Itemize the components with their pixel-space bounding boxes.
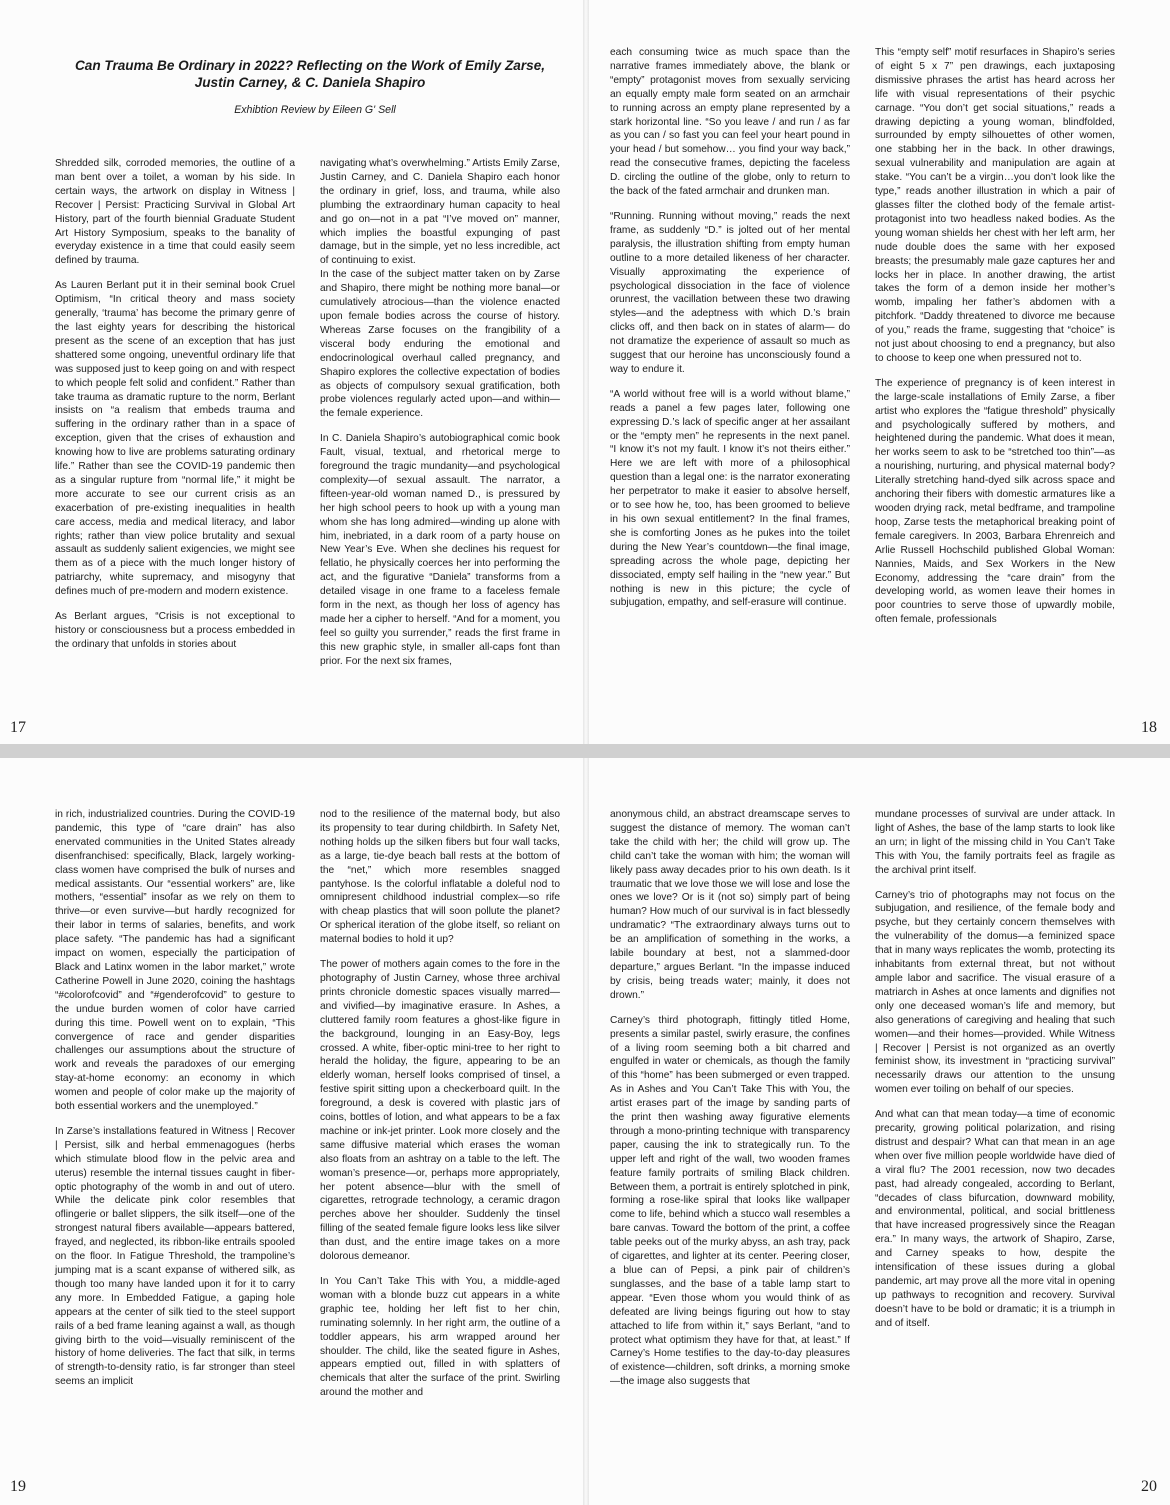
spread-pages-19-20 [0, 758, 1170, 1505]
paragraph: In You Can’t Take This with You, a middle-aged woman with a blonde buzz cut appears in a white graphic tee, holding her left fist to her chin, ruminating solemnly. In her right arm, the outline of a toddler appears, his arm wrapped around her shoulder. The child, like the seated figure in Ashes, appears emptied out, filled in with splatters of chemicals that alter the surface of the print. Swirling around the mother and [320, 1276, 560, 1399]
column-page19-right [320, 808, 560, 1411]
page-number: 17 [10, 719, 26, 736]
column-page20-left [610, 808, 850, 1400]
paragraph: As Lauren Berlant put it in their seminal book Cruel Optimism, “In critical theory and mass society generally, ‘trauma’ has become the primary genre of the last eighty years for describing the historical present as the scene of an exception that has just shattered some ongoing, uneventful ordinary life that was supposed just to keep going on and with respect to which people felt solid and confident.” Rather than take trauma as dramatic rupture to the norm, Berlant insists on “a realism that embeds trauma and suffering in the ordinary rather than in a space of exception, given that the crises of exhaustion and knowing how to live are problems saturating ordinary life.” Rather than see the COVID-19 pandemic then as a singular rupture from “normal life,” it might be more accurate to see our current crisis as an exacerbation of pre-existing inequalities in health care access, media and medical literacy, and labor rights; rather than view police brutality and sexual assault as suddenly salient exigencies, we might see them as of a piece with the much longer history of patriarchy, white supremacy, and misogyny that defines much of pre-modern and modern existence. [55, 280, 295, 598]
column-page17-left [55, 157, 295, 663]
paragraph: “A world without free will is a world without blame,” reads a panel a few pages later, following one expressing D.’s lack of specific anger at her assailant or the “empty men” he represents in the next panel. “I know it’s not my fault. I know it’s not theirs either.” Here we are left with more of a philosophical question than a legal one: is the narrator exonerating her perpetrator to make it easier to absolve herself, or to see how he, too, has been groomed to believe in his own sexual entitlement? In the final frames, she is comforting Jones as he pukes into the toilet during the New Year’s countdown—the final image, spreading across the whole page, depicting her dissociated, empty self hailing in the “new year.” But nothing is new in this picture; the cycle of subjugation, empathy, and self-erasure will continue. [610, 388, 850, 609]
column-page18-right [875, 46, 1115, 638]
paragraph: And what can that mean today—a time of economic precarity, growing political polarization, and rising distrust and despair? What can that mean in an age when over five million people worldwide have died of a viral flu? The 2001 recession, now two decades past, had already congealed, according to Berlant, “decades of class bifurcation, downward mobility, and environmental, political, and social brittleness that have increased progressively since the Reagan era.” In many ways, the artwork of Shapiro, Zarse, and Carney speaks to how, despite the intensification of these issues during a global pandemic, art may prove all the more vital in opening up pathways to recognition and recovery. Survival doesn’t have to be bold or dramatic; it is a triumph in and of itself. [875, 1109, 1115, 1329]
page-number: 18 [1141, 719, 1157, 736]
column-page20-right [875, 808, 1115, 1342]
column-page17-right [320, 157, 560, 680]
paragraph: anonymous child, an abstract dreamscape serves to suggest the distance of memory. The woman can’t take the child with her; the child will grow up. The child can’t take the woman with him; the woman will likely pass away decades prior to his own death. Is it traumatic that we love those we will lose and lose the ones we love? Or is it (not so) simply part of being human? How much of our survival is in fact blessedly undramatic? “The extraordinary always turns out to be an amplification of something in the works, a labile boundary at best, not a slammed-door departure,” argues Berlant. “In the impasse induced by crisis, being treads water; mainly, it does not drown.” [610, 809, 850, 1001]
page-number: 20 [1141, 1478, 1157, 1495]
paragraph: in rich, industrialized countries. During the COVID-19 pandemic, this type of “care drain” has also enervated communities in the United States already disenfranchised: specifically, Black, largely working-class women have comprised the bulk of nurses and medical assistants. Our “essential workers” are, like mothers, “essential” insofar as we rely on them to thrive—or even survive—but hardly recognized for their labor in terms of salaries, benefits, and work place safety. “The pandemic has had a significant impact on women, especially the participation of Black and Latinx women in the labor market,” wrote Catherine Powell in June 2020, coining the hashtags “#colorofcovid” and “#genderofcovid” to gesture to the undue burden women of color have carried during this time. Powell went on to explain, “This convergence of race and gender disparities challenges our assumptions about the structure of work and reveals the paradoxes of our emerging stay-at-home economy: an economy in which women and people of color make up the majority of both essential workers and the unemployed.” [55, 809, 295, 1113]
paragraph: nod to the resilience of the maternal body, but also its propensity to tear during childbirth. In Safety Net, nothing holds up the silken fibers but four wall tacks, as a large, tie-dye beach ball rests at the bottom of the “net,” which more resembles snagged pantyhose. Is the colorful inflatable a doleful nod to omnipresent childhood industrial complex—so rife with cheap plastics that will soon pollute the planet? Or spherical iteration of the globe itself, so reliant on maternal bodies to hold it up? [320, 809, 560, 946]
column-page19-left [55, 808, 295, 1400]
paragraph: The power of mothers again comes to the fore in the photography of Justin Carney, whose three archival prints chronicle domestic spaces visually marred—and vivified—by imaginative erasure. In Ashes, a cluttered family room features a ghost-like figure in the background, lounging in an Easy-Boy, legs crossed. A white, fiber-optic mini-tree to her right to herald the holiday, the figure, appearing to be an elderly woman, herself looks comprised of tinsel, a festive spirit sitting upon a checkerboard quilt. In the foreground, a desk is covered with plastic jars of coins, bottles of lotion, and what appears to be a fax machine or ink-jet printer. Look more closely and the same diffusive material which erases the woman also floats from an ashtray on a table to the left. The woman’s presence—or, perhaps more appropriately, her potent absence—blur with the smell of cigarettes, retrograde technology, a ceramic dragon perches above her shoulder. Suddenly the tinsel filling of the seated female figure looks less like silver than dust, and the entire image takes on a more dolorous demeanor. [320, 959, 560, 1263]
article-title: Can Trauma Be Ordinary in 2022? Reflecting on the Work of Emily Zarse, Justin Carney, & C. Daniela Shapiro [74, 58, 546, 90]
paragraph: In C. Daniela Shapiro’s autobiographical comic book Fault, visual, textual, and rhetorical merge to foreground the tragic mundanity—and psychological complexity—of sexual assault. The narrator, a fifteen-year-old woman named D., is pressured by her high school peers to hook up with a young man whom she has long admired—winding up alone with him, inebriated, in a dark room of a party house on New Year’s Eve. When she declines his request for fellatio, he physically coerces her into performing the act, and the figurative “Daniela” transforms from a detailed visage in one frame to a faceless female form in the next, as though her loss of agency has made her a cipher to herself. “And for a moment, you feel so guilty you surrender,” reads the first frame in this new graphic style, in smaller all-caps font than prior. For the next six frames, [320, 433, 560, 667]
paragraph: navigating what’s overwhelming.” Artists Emily Zarse, Justin Carney, and C. Daniela Shapiro each honor the ordinary in grief, loss, and trauma, while also plumbing the extraordinary human capacity to heal and go on—not in a pat “I’ve moved on” manner, which implies the boastful expunging of past damage, but in the simple, yet no less incredible, act of continuing to exist. In the case of the subject matter taken on by Zarse and Shapiro, there might be nothing more banal—or cumulatively atrocious—than the violence enacted upon female bodies across the course of history. Whereas Zarse focuses on the frangibility of a visceral body enduring the emotional and endocrinological overhaul called pregnancy, and Shapiro explores the collective expectation of bodies as objects of compulsory sexual gratification, both probe violences regularly acted upon—and within—the female experience. [320, 158, 560, 420]
paragraph: As Berlant argues, “Crisis is not exceptional to history or consciousness but a process embedded in the ordinary that unfolds in stories about [55, 611, 295, 650]
paragraph: This “empty self” motif resurfaces in Shapiro’s series of eight 5 x 7” pen drawings, each juxtaposing dismissive phrases the artist has heard across her life with visual representations of their psychic carnage. “You don’t get social situations,” reads a drawing depicting a young woman, blindfolded, surrounded by empty silhouettes of other women, one stabbing her in the back. In other drawings, sexual vulnerability and manipulation are again at stake. “You can’t be a virgin…you don’t look like the type,” reads another illustration in which a pair of glasses filter the clothed body of the female artist-protagonist into two headless naked bodies. As the young woman shields her chest with her left arm, her nude double does the same with her exposed breasts; the presumably male gaze captures her and locks her in place. In another drawing, the artist takes the form of a demon inside her mother’s womb, impaling her father’s abdomen with a pitchfork. “Daddy threatened to divorce me because of you,” reads the frame, suggesting that “choice” is not just about choosing to end a pregnancy, but also to choose to keep one when pressured not to. [875, 47, 1115, 364]
paragraph: mundane processes of survival are under attack. In light of Ashes, the base of the lamp starts to look like an urn; in light of the missing child in You Can’t Take This with You, the family portraits feel as fragile as the archival print itself. [875, 809, 1115, 876]
page-spread-divider [0, 744, 1170, 758]
paragraph: Shredded silk, corroded memories, the outline of a man bent over a toilet, a woman by his side. In certain ways, the artwork on display in Witness | Recover | Persist: Practicing Survival in Global Art History, part of the fourth biennial Graduate Student Art History Symposium, speaks to the banality of everyday existence in a time that could easily seem defined by trauma. [55, 158, 295, 267]
paragraph: each consuming twice as much space than the narrative frames immediately above, the blank or “empty” protagonist moves from sexually servicing an equally empty male form seated on an armchair to running across an empty plane represented by a stark horizontal line. “So you leave / and run / as far as you can / so fast you can feel your heart pound in your head / but somehow… you find your way back,” read the consecutive frames, depicting the faceless D. circling the outline of the globe, only to return to the back of the fated armchair and drunken man. [610, 47, 850, 198]
gutter [583, 0, 589, 744]
paragraph: Carney’s trio of photographs may not focus on the subjugation, and resilience, of the female body and psyche, but they certainly concern themselves with the vulnerability of the domus—a feminized space that in many ways replicates the womb, protecting its inhabitants from external threat, but not without ample labor and sacrifice. The visual erasure of a matriarch in Ashes at once laments and dignifies not only one deceased woman’s life and memory, but also generations of caregiving and healing that such women—and their homes—provided. While Witness | Recover | Persist is not organized as an overtly feminist show, its investment in “practicing survival” necessarily draws our attention to the unsung women ever toiling on behalf of our species. [875, 889, 1115, 1096]
page-number: 19 [10, 1478, 26, 1495]
gutter [583, 758, 589, 1505]
paragraph: Carney’s third photograph, fittingly titled Home, presents a similar pastel, swirly erasure, the confines of a living room seeming both a bit charred and engulfed in water or chemicals, as though the family of this “home” has been submerged or even trapped. As in Ashes and You Can’t Take This with You, the artist erases part of the image by sanding parts of the print then washing away figurative elements through a mono-printing technique with transparency paper, causing the ink to strategically run. To the upper left and right of the wall, two wooden frames feature family portraits of smiling Black children. Between them, a portrait is entirely splotched in pink, forming a rose-like spiral that looks like wallpaper come to life, behind which a stucco wall resembles a bare canvas. Toward the bottom of the print, a coffee table peeks out of the murky abyss, an ash tray, pack of cigarettes, and lighter at its center. Peering closer, a blue can of Pepsi, a pink pair of children’s sunglasses, and the base of a table lamp start to appear. “Even those whom you would think of as defeated are living beings figuring out how to stay attached to life from within it,” says Berlant, “and to protect what optimism they have for that, at least.” If Carney’s Home testifies to the day-to-day pleasures of existence—children, soft drinks, a morning smoke—the image also suggests that [610, 1014, 850, 1388]
spread-pages-17-18 [0, 0, 1170, 744]
paragraph: In Zarse’s installations featured in Witness | Recover | Persist, silk and herbal emmenagogues (herbs which stimulate blood flow in the pelvic area and uterus) resemble the internal tissues caught in fiber-optic photography of the womb in and out of utero. While the delicate pink color resembles that oflingerie or ballet slippers, the silk itself—one of the strongest natural fibers available—appears battered, frayed, and neglected, its ribbon-like entrails spooled on the floor. In Fatigue Threshold, the trampoline’s jumping mat is a scant expanse of withered silk, as though too many have landed upon it for it to carry any more. In Embedded Fatigue, a gaping hole appears at the center of silk tied to the steel support rails of a bed frame leaning against a wall, as though giving birth to the void—visually reminiscent of the history of home deliveries. The fact that silk, in terms of strength-to-density ratio, is far stronger than steel seems an implicit [55, 1125, 295, 1388]
paragraph: “Running. Running without moving,” reads the next frame, as suddenly “D.” is jolted out of her mental paralysis, the illustration shifting from empty human outline to a more detailed likeness of her character. Visually approximating the experience of psychological dissociation in the face of violence orunrest, the vacillation between these two drawing styles—and the adeptness with which D.’s brain clicks off, and then back on in states of alarm— do not dramatize the experience of assault so much as suggest that our heroine has unconsciously found a way to endure it. [610, 210, 850, 375]
article-byline: Exhibtion Review by Eileen G' Sell [234, 104, 396, 116]
column-page18-left [610, 46, 850, 621]
paragraph: The experience of pregnancy is of keen interest in the large-scale installations of Emily Zarse, a fiber artist who explores the “fatigue threshold” physically and psychologically suffered by mothers, and heightened during the pandemic. What does it mean, her works seem to ask to be “stretched too thin”—as a nourishing, nurturing, and physical maternal body? Literally stretching hand-dyed silk across space and anchoring their fibers with domestic armatures like a wooden drying rack, metal bedframe, and trampoline hoop, Zarse tests the metaphorical breaking point of female caregivers. In 2003, Barbara Ehrenreich and Arlie Russell Hochschild published Global Woman: Nannies, Maids, and Sex Workers in the New Economy, addressing the “care drain” from the developing world, as women leave their homes in poor countries to serve those of upwardly mobile, often female, professionals [875, 377, 1115, 626]
